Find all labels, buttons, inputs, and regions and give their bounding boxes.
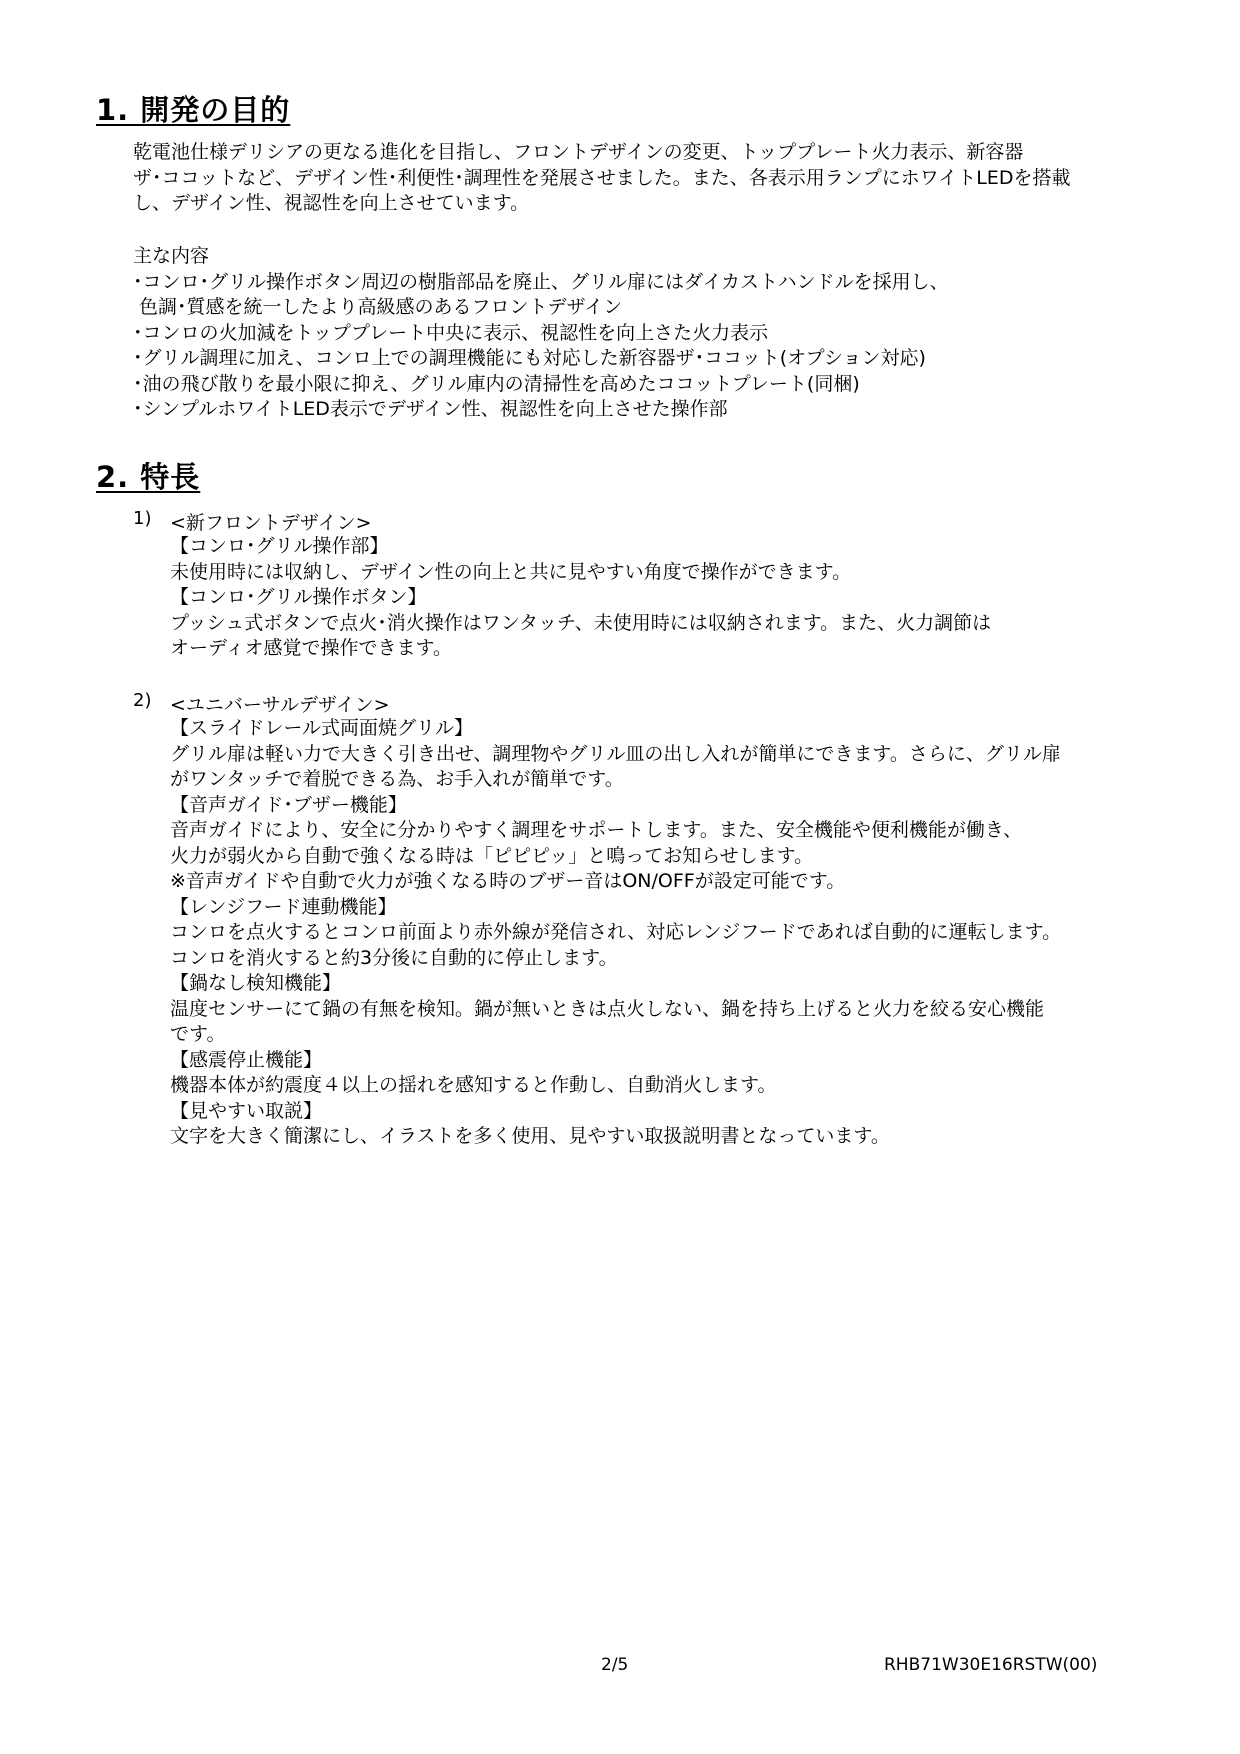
feature-line: 【レンジフード連動機能】 — [170, 895, 397, 918]
purpose-line: し、デザイン性、視認性を向上させています。 — [133, 192, 530, 214]
section-2-heading: 2. 特長 — [96, 460, 201, 494]
feature-line: オーディオ感覚で操作できます。 — [170, 637, 452, 659]
contents-label: 主な内容 — [133, 245, 210, 267]
purpose-paragraph — [133, 140, 1070, 217]
feature-line: コンロを消火すると約3分後に自動的に停止します。 — [170, 946, 618, 969]
feature-2-body — [170, 716, 1061, 1150]
purpose-line: 乾電池仕様デリシアの更なる進化を目指し、フロントデザインの変更、トッププレート火力表示、新容器 — [133, 141, 1024, 163]
feature-line: グリル扉は軽い力で大きく引き出せ、調理物やグリル皿の出し入れが簡単にできます。さらに、グリル扉 — [170, 742, 1061, 765]
feature-line: 機器本体が約震度４以上の揺れを感知すると作動し、自動消火します。 — [170, 1074, 777, 1096]
contents-item: ･油の飛び散りを最小限に抑え、グリル庫内の清掃性を高めたココットプレート(同梱) — [133, 372, 860, 395]
document-code: RHB71W30E16RSTW(00) — [884, 1655, 1098, 1675]
contents-item: ･コンロの火加減をトッププレート中央に表示、視認性を向上さた火力表示 — [133, 321, 769, 344]
contents-item: ･シンプルホワイトLED表示でデザイン性、視認性を向上させた操作部 — [133, 398, 728, 420]
feature-2-title: <ユニバーサルデザイン> — [170, 694, 390, 716]
feature-1-title: <新フロントデザイン> — [170, 512, 372, 534]
feature-line: コンロを点火するとコンロ前面より赤外線が発信され、対応レンジフードであれば自動的に運転します。 — [170, 921, 1062, 943]
feature-line: 【感震停止機能】 — [170, 1048, 323, 1071]
contents-item: 色調･質感を統一したより高級感のあるフロントデザイン — [133, 296, 623, 318]
feature-line: がワンタッチで着脱できる為、お手入れが簡単です。 — [170, 768, 624, 790]
feature-line: ※音声ガイドや自動で火力が強くなる時のブザー音はON/OFFが設定可能です。 — [170, 870, 846, 892]
feature-line: 【見やすい取説】 — [170, 1099, 323, 1122]
contents-item: ･グリル調理に加え、コンロ上での調理機能にも対応した新容器ザ･ココット(オプション対応) — [133, 347, 926, 369]
feature-line: 【鍋なし検知機能】 — [170, 972, 342, 994]
feature-line: 【スライドレール式両面焼グリル】 — [170, 717, 474, 739]
feature-1-body — [170, 534, 991, 662]
feature-line: プッシュ式ボタンで点火･消火操作はワンタッチ、未使用時には収納されます。また、火力調節は — [170, 611, 992, 634]
feature-line: 【コンロ･グリル操作ボタン】 — [170, 586, 427, 608]
feature-line: 温度センサーにて鍋の有無を検知。鍋が無いときは点火しない、鍋を持ち上げると火力を絞る安心機能 — [170, 997, 1045, 1020]
feature-line: 文字を大きく簡潔にし、イラストを多く使用、見やすい取扱説明書となっています。 — [170, 1125, 890, 1147]
page-number: 2/5 — [601, 1655, 629, 1675]
feature-1-number: 1) — [133, 508, 152, 529]
feature-line: です。 — [170, 1023, 226, 1045]
feature-2-number: 2) — [133, 690, 152, 711]
main-contents-list — [133, 244, 949, 423]
purpose-line: ザ･ココットなど、デザイン性･利便性･調理性を発展させました。また、各表示用ランプにホワイトLEDを搭載 — [133, 166, 1071, 189]
section-1-heading: 1. 開発の目的 — [96, 93, 291, 127]
contents-item: ･コンロ･グリル操作ボタン周辺の樹脂部品を廃止、グリル扉にはダイカストハンドルを採用し、 — [133, 270, 949, 293]
feature-line: 火力が弱火から自動で強くなる時は「ピピピッ」と鳴ってお知らせします。 — [170, 844, 814, 867]
feature-line: 【コンロ･グリル操作部】 — [170, 535, 389, 557]
feature-line: 【音声ガイド･ブザー機能】 — [170, 793, 407, 816]
feature-line: 未使用時には収納し、デザイン性の向上と共に見やすい角度で操作ができます。 — [170, 560, 852, 583]
feature-line: 音声ガイドにより、安全に分かりやすく調理をサポートします。また、安全機能や便利機能が働き、 — [170, 819, 1023, 841]
